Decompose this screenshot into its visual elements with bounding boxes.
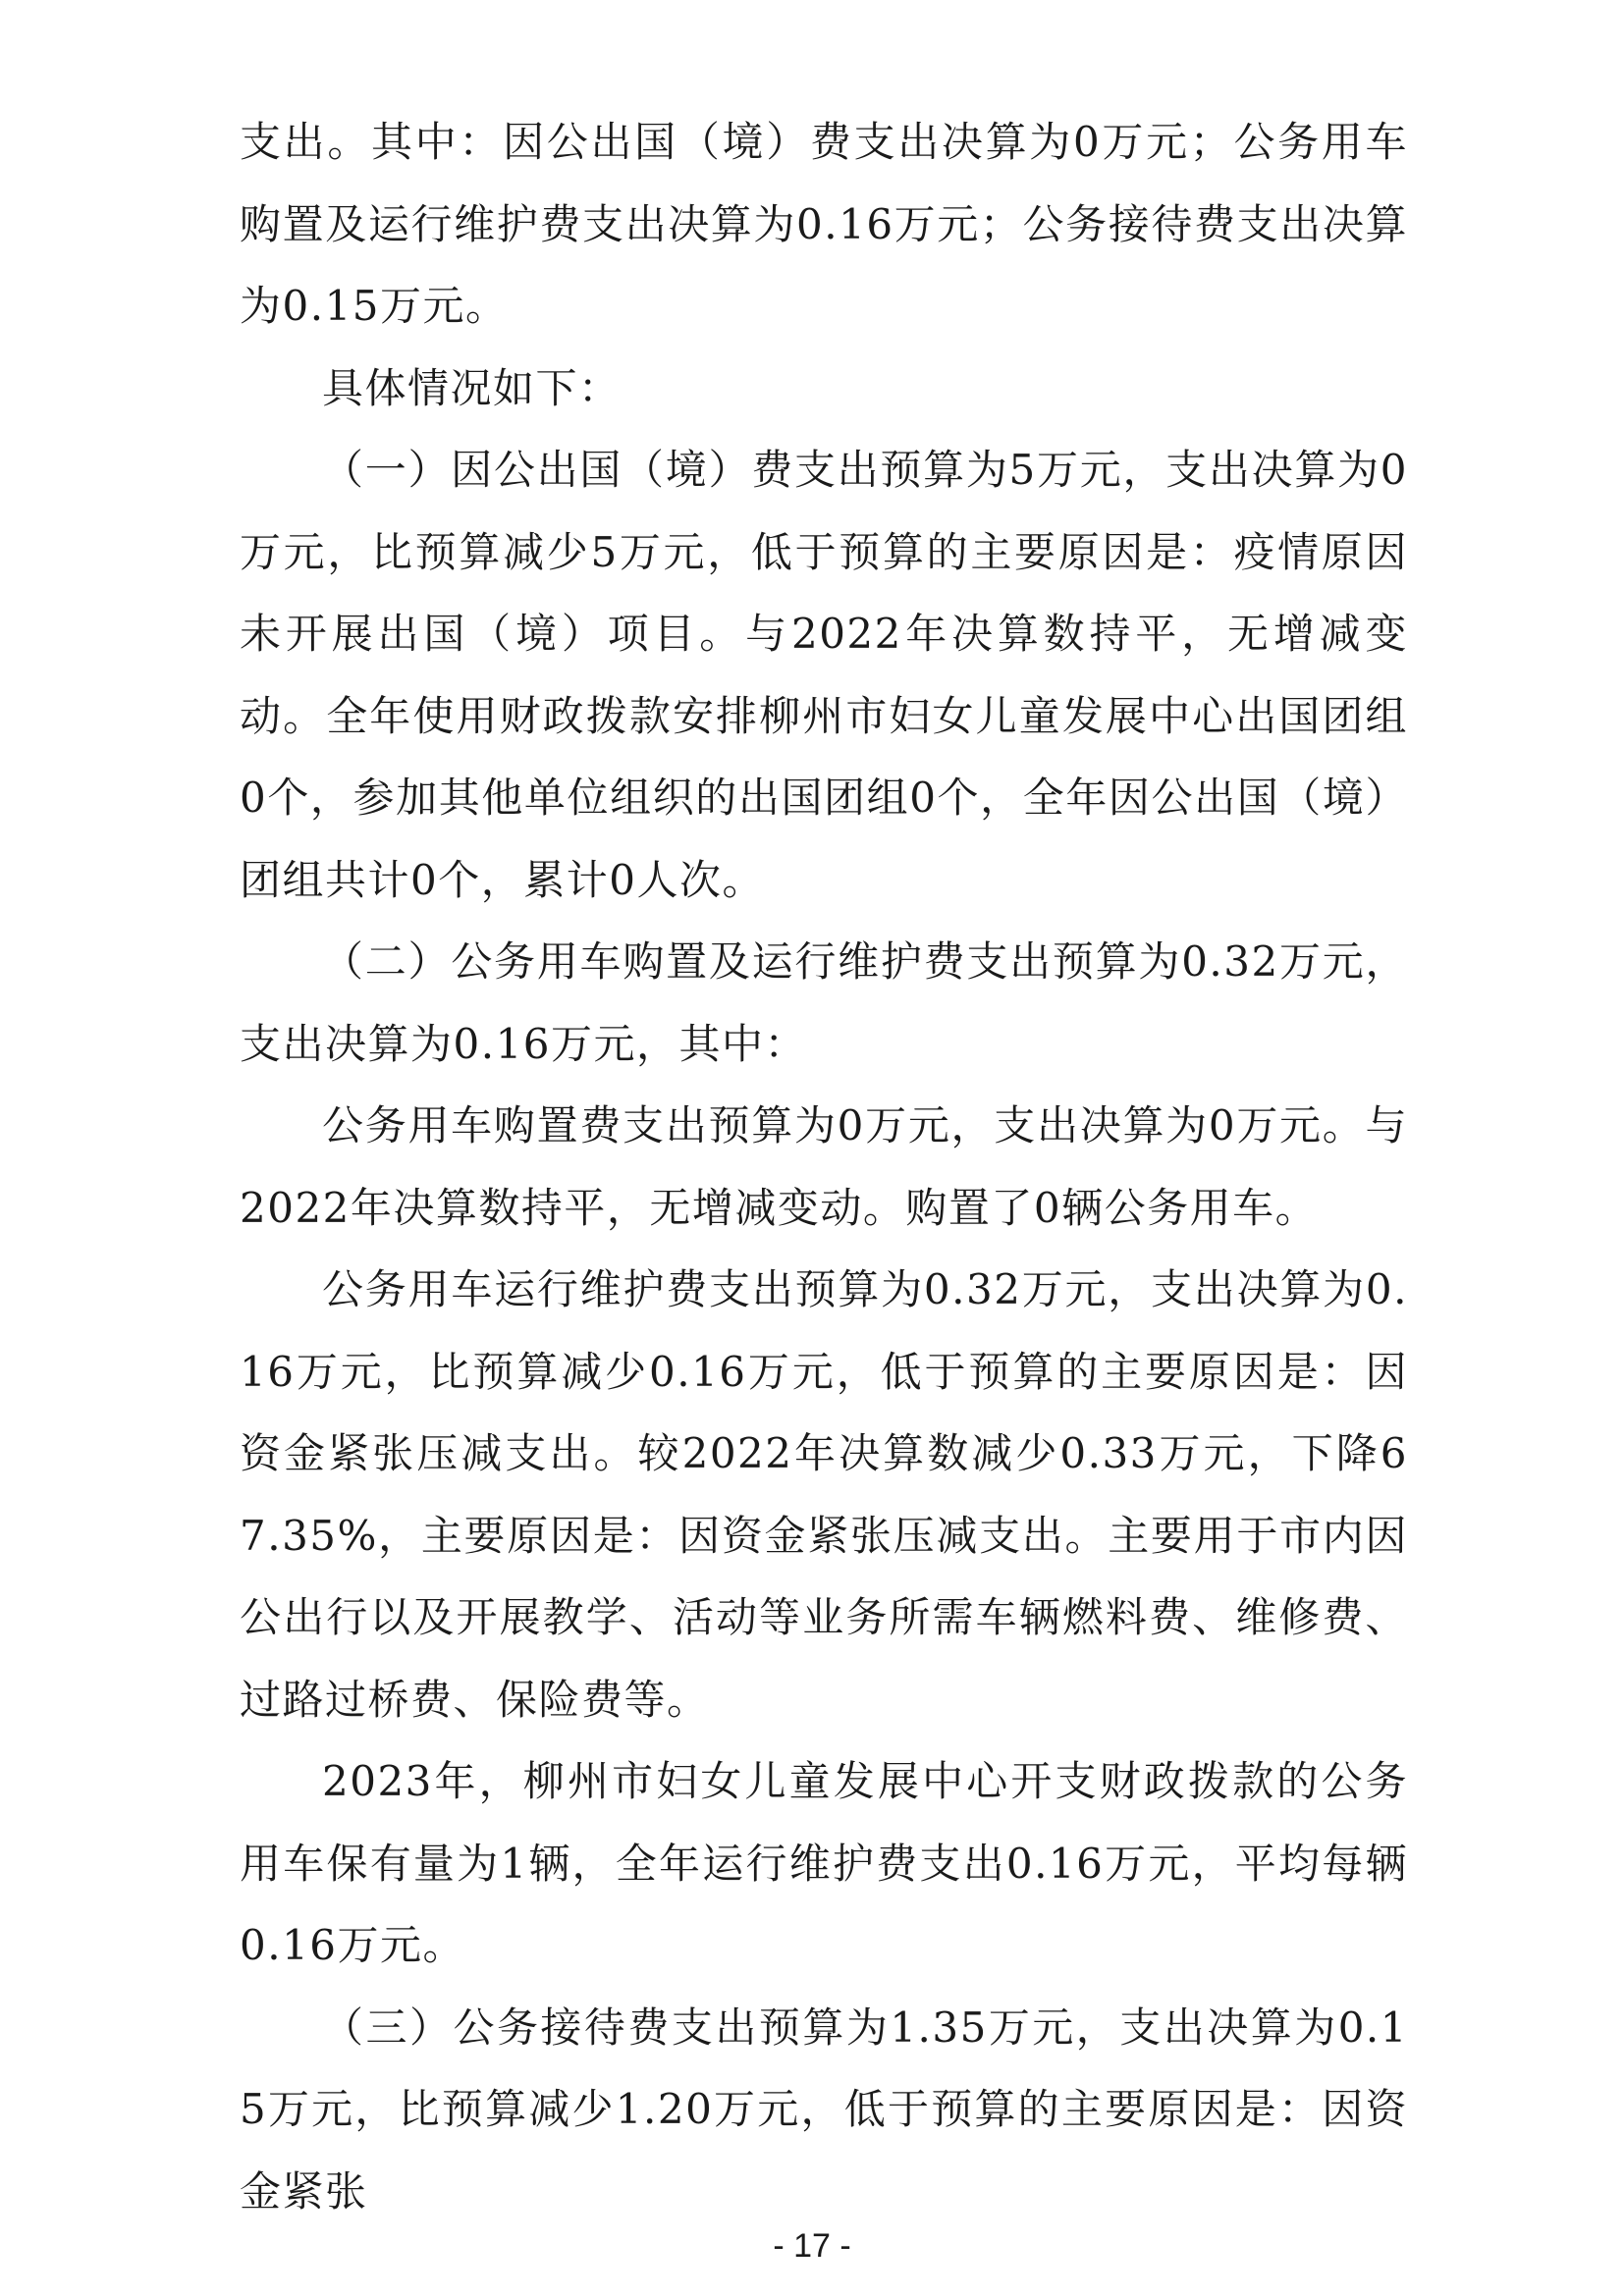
paragraph-1: 支出。其中：因公出国（境）费支出决算为0万元；公务用车购置及运行维护费支出决算为0.16万元；公务接待费支出决算为0.15万元。 (240, 118, 1408, 330)
paragraph-4: （二）公务用车购置及运行维护费支出预算为0.32万元，支出决算为0.16万元，其中： (240, 937, 1408, 1068)
page-number: - 17 - (773, 2227, 851, 2265)
document-body (240, 101, 1408, 2232)
paragraph-7: 2023年，柳州市妇女儿童发展中心开支财政拨款的公务用车保有量为1辆，全年运行维护费支出0.16万元，平均每辆0.16万元。 (240, 1757, 1408, 1969)
paragraph-2: 具体情况如下： (322, 363, 622, 412)
paragraph-6: 公务用车运行维护费支出预算为0.32万元，支出决算为0.16万元，比预算减少0.16万元，低于预算的主要原因是：因资金紧张压减支出。较2022年决算数减少0.33万元，下降67.35%，主要原因是：因资金紧张压减支出。主要用于市内因公出行以及开展教学、活动等业务所需车辆燃料费、维修费、过路过桥费、保险费等。 (240, 1265, 1408, 1724)
paragraph-8: （三）公务接待费支出预算为1.35万元，支出决算为0.15万元，比预算减少1.20万元，低于预算的主要原因是：因资金紧张 (240, 2002, 1408, 2216)
paragraph-5: 公务用车购置费支出预算为0万元，支出决算为0万元。与2022年决算数持平，无增减变动。购置了0辆公务用车。 (240, 1101, 1408, 1232)
paragraph-3: （一）因公出国（境）费支出预算为5万元，支出决算为0万元，比预算减少5万元，低于预算的主要原因是：疫情原因未开展出国（境）项目。与2022年决算数持平，无增减变动。全年使用财政拨款安排柳州市妇女儿童发展中心出国团组0个，参加其他单位组织的出国团组0个，全年因公出国（境）团组共计0个，累计0人次。 (240, 446, 1408, 904)
